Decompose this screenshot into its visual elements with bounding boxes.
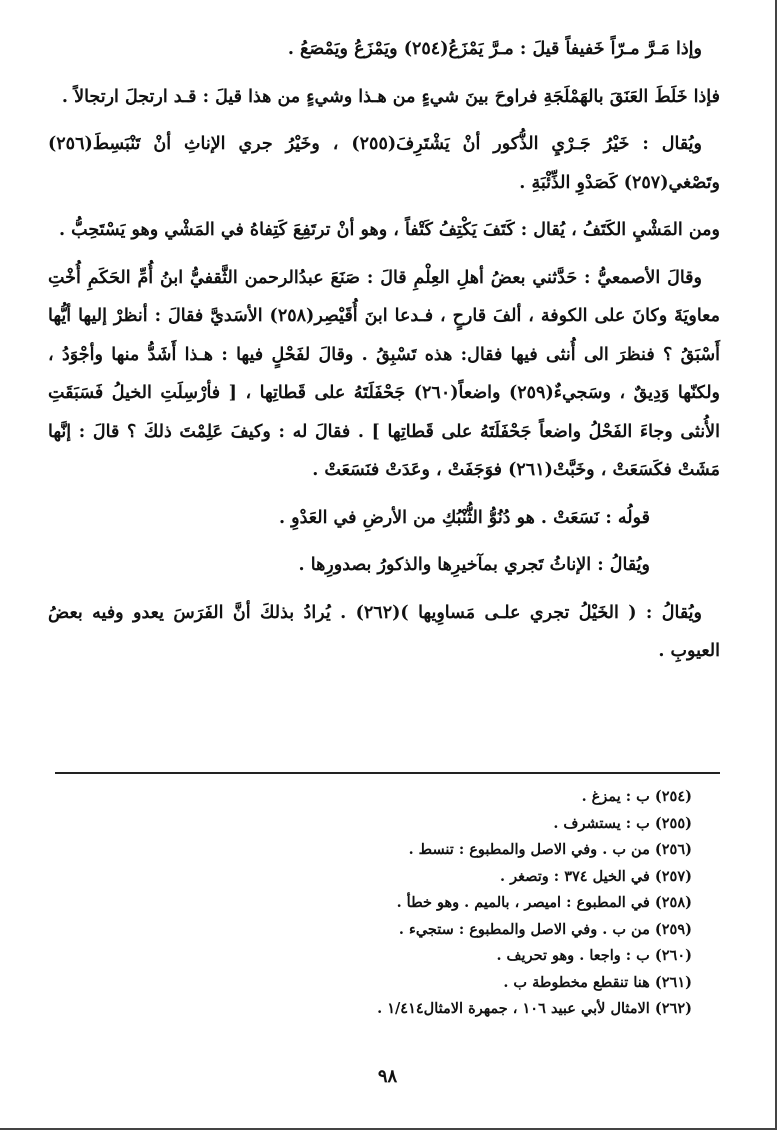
paragraph-2: فإذا خَلَطَ العَنَقَ بالهَمْلَجَةِ فراوحَ بينَ شيءٍ من هـذا وشيءٍ من هذا قيلَ : قـد ارتجلَ ارتجالاً . (61, 86, 720, 107)
footnote-258: (٢٥٨) في المطبوع : اميصر ، بالميم . وهو خطأ . (396, 894, 692, 911)
paragraph-6: قولُه : نَسَعَتْ . هو دُنُوُّ الثُّنْبُكِ من الأرضِ في العَدْوِ . (278, 507, 650, 528)
paragraph-5: وقالَ الأصمعيُّ : حَدَّثني بعضُ أهلِ العِلْمِ قالَ : صَنَعَ عبدُالرحمن الثَّقفيُّ ابنُ أُمِّ الحَكَمِ أُخْتِ معاويَةَ وكانَ على الكوفة ، ألفَ قارحٍ ، فـدعا ابنَ أُقَيْصِر(٢٥٨) الأسَديَّ فقالَ : أنظرْ إليها أيُّها أَسْبَقُ ؟ فنظرَ الى أُنثى فيها فقال: هذه تَسْبِقُ . وقالَ لفَحْلٍ فيها : هـذا أَشَدُّ منها وأجْوَدُ ، ولكنّها وَدِيقٌ ، وسَجيءٌ(٢٥٩) واضعاً(٢٦٠) جَحْفَلَتَهُ على قَطاتِها ، [ فأرْسِلَتِ الخيلُ فَسَبَقَتِ الأُنثى وجاءَ الفَحْلُ واضعاً جَحْفَلَتَهُ على قَطاتِها ] . فقالَ له : وكيفَ عَلِمْتَ ذلكَ ؟ قالَ : إنَّها مَشَتْ فكَسَعَتْ ، وخَبَّتْ(٢٦١) فوَجَفَتْ ، وعَدَتْ فنَسَعَتْ . (48, 267, 720, 480)
main-text (48, 30, 720, 680)
paragraph-8: ويُقالُ : ( الخَيْلُ تجري علـى مَساوِيها )(٢٦٢) . يُرادُ بذلكَ أنَّ الفَرَسَ يعدو وفيه بعضُ العيوبِ . (48, 602, 720, 661)
footnote-divider (55, 772, 720, 774)
footnotes (55, 784, 720, 1023)
footnote-255: (٢٥٥) ب : يستشرف . (553, 814, 692, 832)
footnote-262: (٢٦٢) الامثال لأبي عبيد ١٠٦ ، جمهرة الامثال١/٤١٤ . (377, 1000, 692, 1017)
paragraph-4: ومن المَشْيِ الكَتَفُ ، يُقال : كَتَفَ يَكْتِفُ كَتْفاً ، وهو أنْ ترتَفِعَ كَتِفاهُ في المَشْي وهو يَسْتَحِبُّ . (58, 220, 720, 240)
paragraph-3: ويُقال : خَيْرُ جَـرْيِ الذُّكور أنْ يَشْتَرِفَ(٢٥٥) ، وخَيْرُ جري الإناثِ أنْ تَنْبَسِطَ(٢٥٦) وتَصْغي(٢٥٧) كَصَدْوِ الذِّئْبَةِ . (48, 134, 720, 193)
paragraph-1: وإذا مَـرَّ مـرّاً خَفيفاً قيلَ : مـرَّ يَمْزَعُ(٢٥٤) ويَمْزَعُ ويَمْصَعُ . (287, 39, 702, 59)
footnote-260: (٢٦٠) ب : واجعا . وهو تحريف . (496, 947, 692, 964)
footnote-261: (٢٦١) هنا تنقطع مخطوطة ب . (503, 973, 692, 991)
footnote-257: (٢٥٧) في الخيل ٣٧٤ : وتصغر . (500, 867, 692, 885)
footnote-256: (٢٥٦) من ب . وفي الاصل والمطبوع : تنسط . (408, 841, 692, 858)
page-number: ٩٨ (377, 1066, 398, 1087)
footnote-254: (٢٥٤) ب : يمزغ . (581, 788, 692, 805)
footnote-259: (٢٥٩) من ب . وفي الاصل والمطبوع : ستجيء . (398, 920, 692, 938)
paragraph-7: ويُقالُ : الإناثُ تَجري بمآخيرِها والذكورُ بصدورِها . (298, 555, 650, 575)
